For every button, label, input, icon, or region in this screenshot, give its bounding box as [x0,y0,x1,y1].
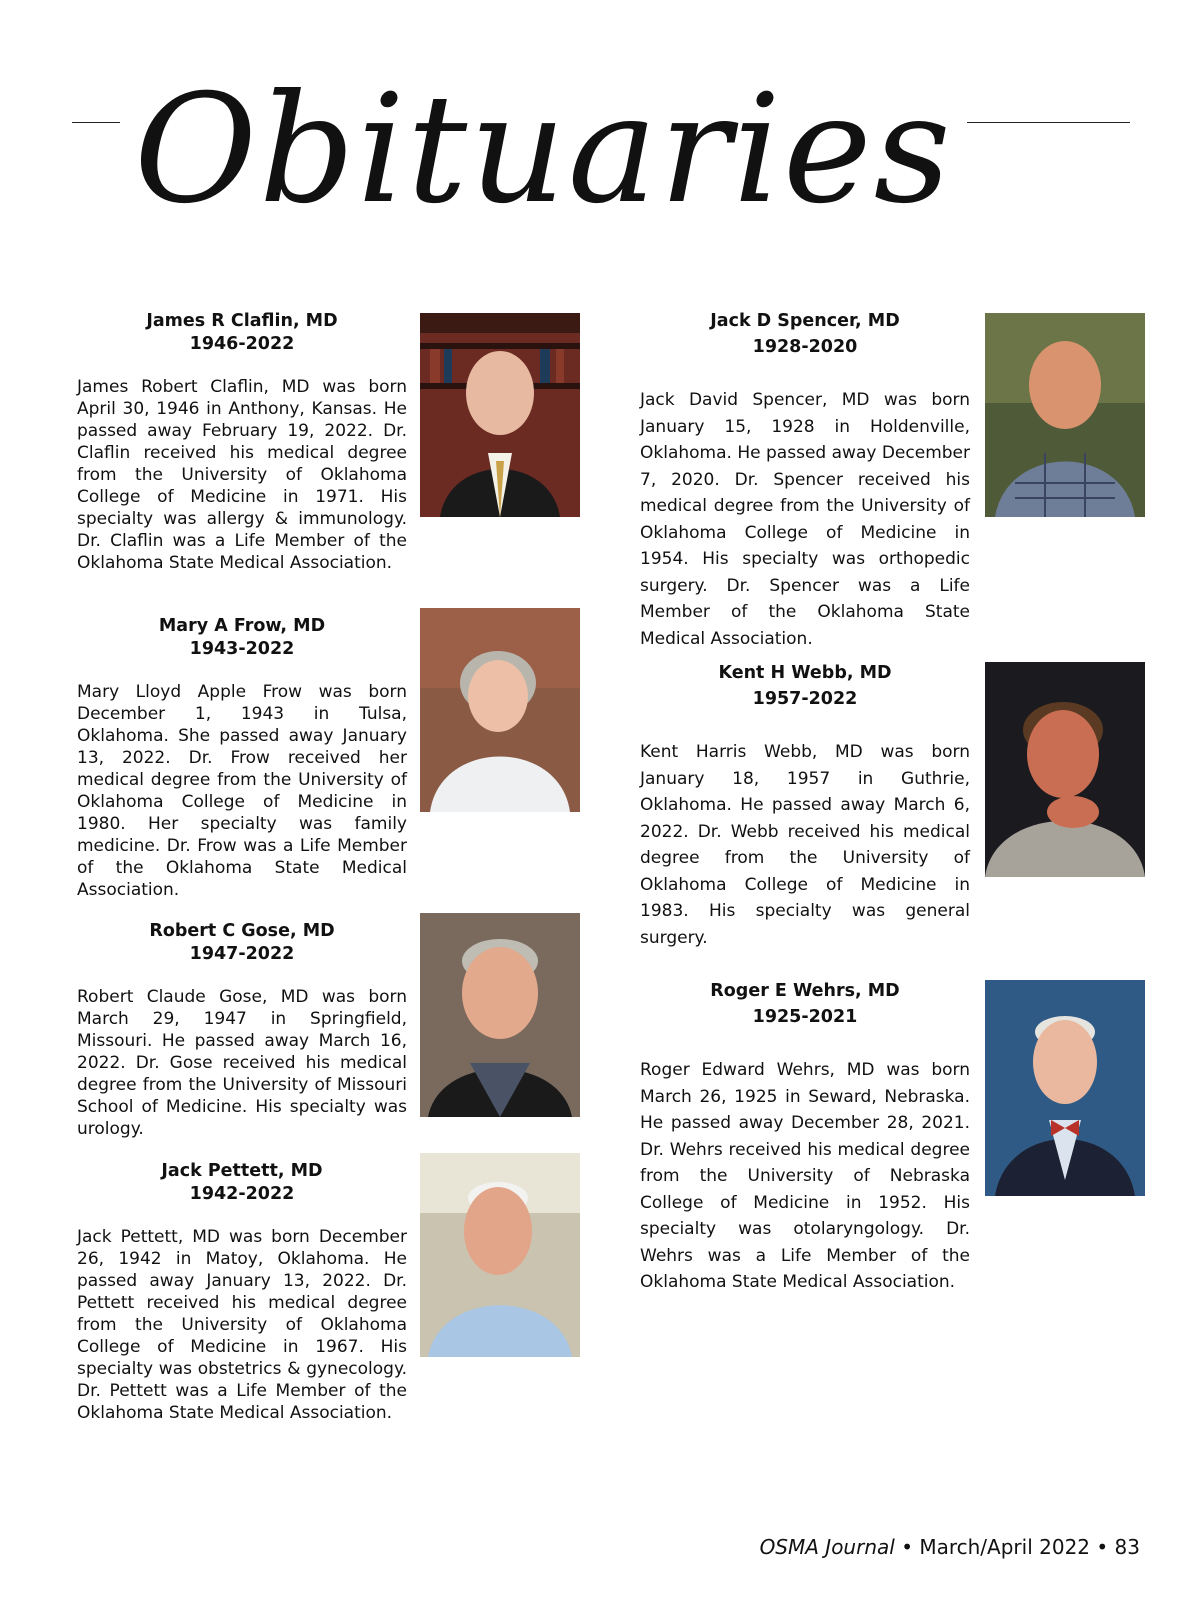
portrait-photo [985,980,1145,1196]
obituary-bio: James Robert Claflin, MD was born April 30, 1946 in Anthony, Kansas. He passed away February 19, 2022. Dr. Claflin received his medical degree from the University of Oklahoma College of Medicine in 1971. His specialty was allergy & immunology. Dr. Claflin was a Life Member of the Oklahoma State Medical Association. [77,377,407,573]
obituary-years: 1957-2022 [752,689,858,709]
obituary-name: Kent H Webb, MD [718,663,892,683]
footer-issue: March/April 2022 [919,1535,1091,1559]
obituary-name: Jack Pettett, MD [161,1161,323,1181]
obituary-name: Mary A Frow, MD [158,616,326,636]
footer-separator: • [1096,1535,1109,1559]
portrait-photo [985,313,1145,517]
obituary-bio: Kent Harris Webb, MD was born January 18, 1957 in Guthrie, Oklahoma. He passed away March 6, 2022. Dr. Webb received his medical degree from the University of Oklahoma College of Medicine in 1983. His specialty was general surgery. [640,742,970,948]
obituary-bio: Mary Lloyd Apple Frow was born December 1, 1943 in Tulsa, Oklahoma. She passed away January 13, 2022. Dr. Frow received her medical degree from the University of Oklahoma College of Medicine in 1980. Her specialty was family medicine. Dr. Frow was a Life Member of the Oklahoma State Medical Association. [77,682,407,900]
obituary-years: 1943-2022 [189,639,295,659]
obituary-name: James R Claflin, MD [146,311,338,331]
portrait-photo [420,1153,580,1357]
obituary-bio: Jack David Spencer, MD was born January 15, 1928 in Holdenville, Oklahoma. He passed away December 7, 2020. Dr. Spencer received his medical degree from the University of Oklahoma College of Medicine in 1954. His specialty was orthopedic surgery. Dr. Spencer was a Life Member of the Oklahoma State Medical Association. [640,390,970,649]
portrait-photo [420,313,580,517]
obituary-years: 1942-2022 [189,1184,295,1204]
page-footer [760,1535,1140,1559]
page-number: 83 [1114,1535,1140,1559]
portrait-photo [985,662,1145,877]
obituary-bio: Jack Pettett, MD was born December 26, 1942 in Matoy, Oklahoma. He passed away January 13, 2022. Dr. Pettett received his medical degree from the University of Oklahoma College of Medicine in 1967. His specialty was obstetrics & gynecology. Dr. Pettett was a Life Member of the Oklahoma State Medical Association. [77,1227,407,1423]
obituary-years: 1947-2022 [189,944,295,964]
obituary-years: 1946-2022 [189,334,295,354]
obituary-name: Robert C Gose, MD [149,921,335,941]
footer-separator: • [901,1535,913,1559]
obituary-bio: Roger Edward Wehrs, MD was born March 26, 1925 in Seward, Nebraska. He passed away December 28, 2021. Dr. Wehrs received his medical degree from the University of Nebraska College of Medicine in 1952. His specialty was otolaryngology. Dr. Wehrs was a Life Member of the Oklahoma State Medical Association. [640,1060,970,1292]
portrait-photo [420,608,580,812]
page-title: Obituaries [120,40,967,260]
obituary-name: Jack D Spencer, MD [710,311,900,331]
portrait-photo [420,913,580,1117]
obituary-name: Roger E Wehrs, MD [710,981,900,1001]
footer-journal: OSMA Journal [759,1535,895,1559]
obituary-years: 1928-2020 [752,337,858,357]
obituary-bio: Robert Claude Gose, MD was born March 29, 1947 in Springfield, Missouri. He passed away March 16, 2022. Dr. Gose received his medical degree from the University of Missouri School of Medicine. His specialty was urology. [77,987,407,1139]
obituary-years: 1925-2021 [752,1007,858,1027]
